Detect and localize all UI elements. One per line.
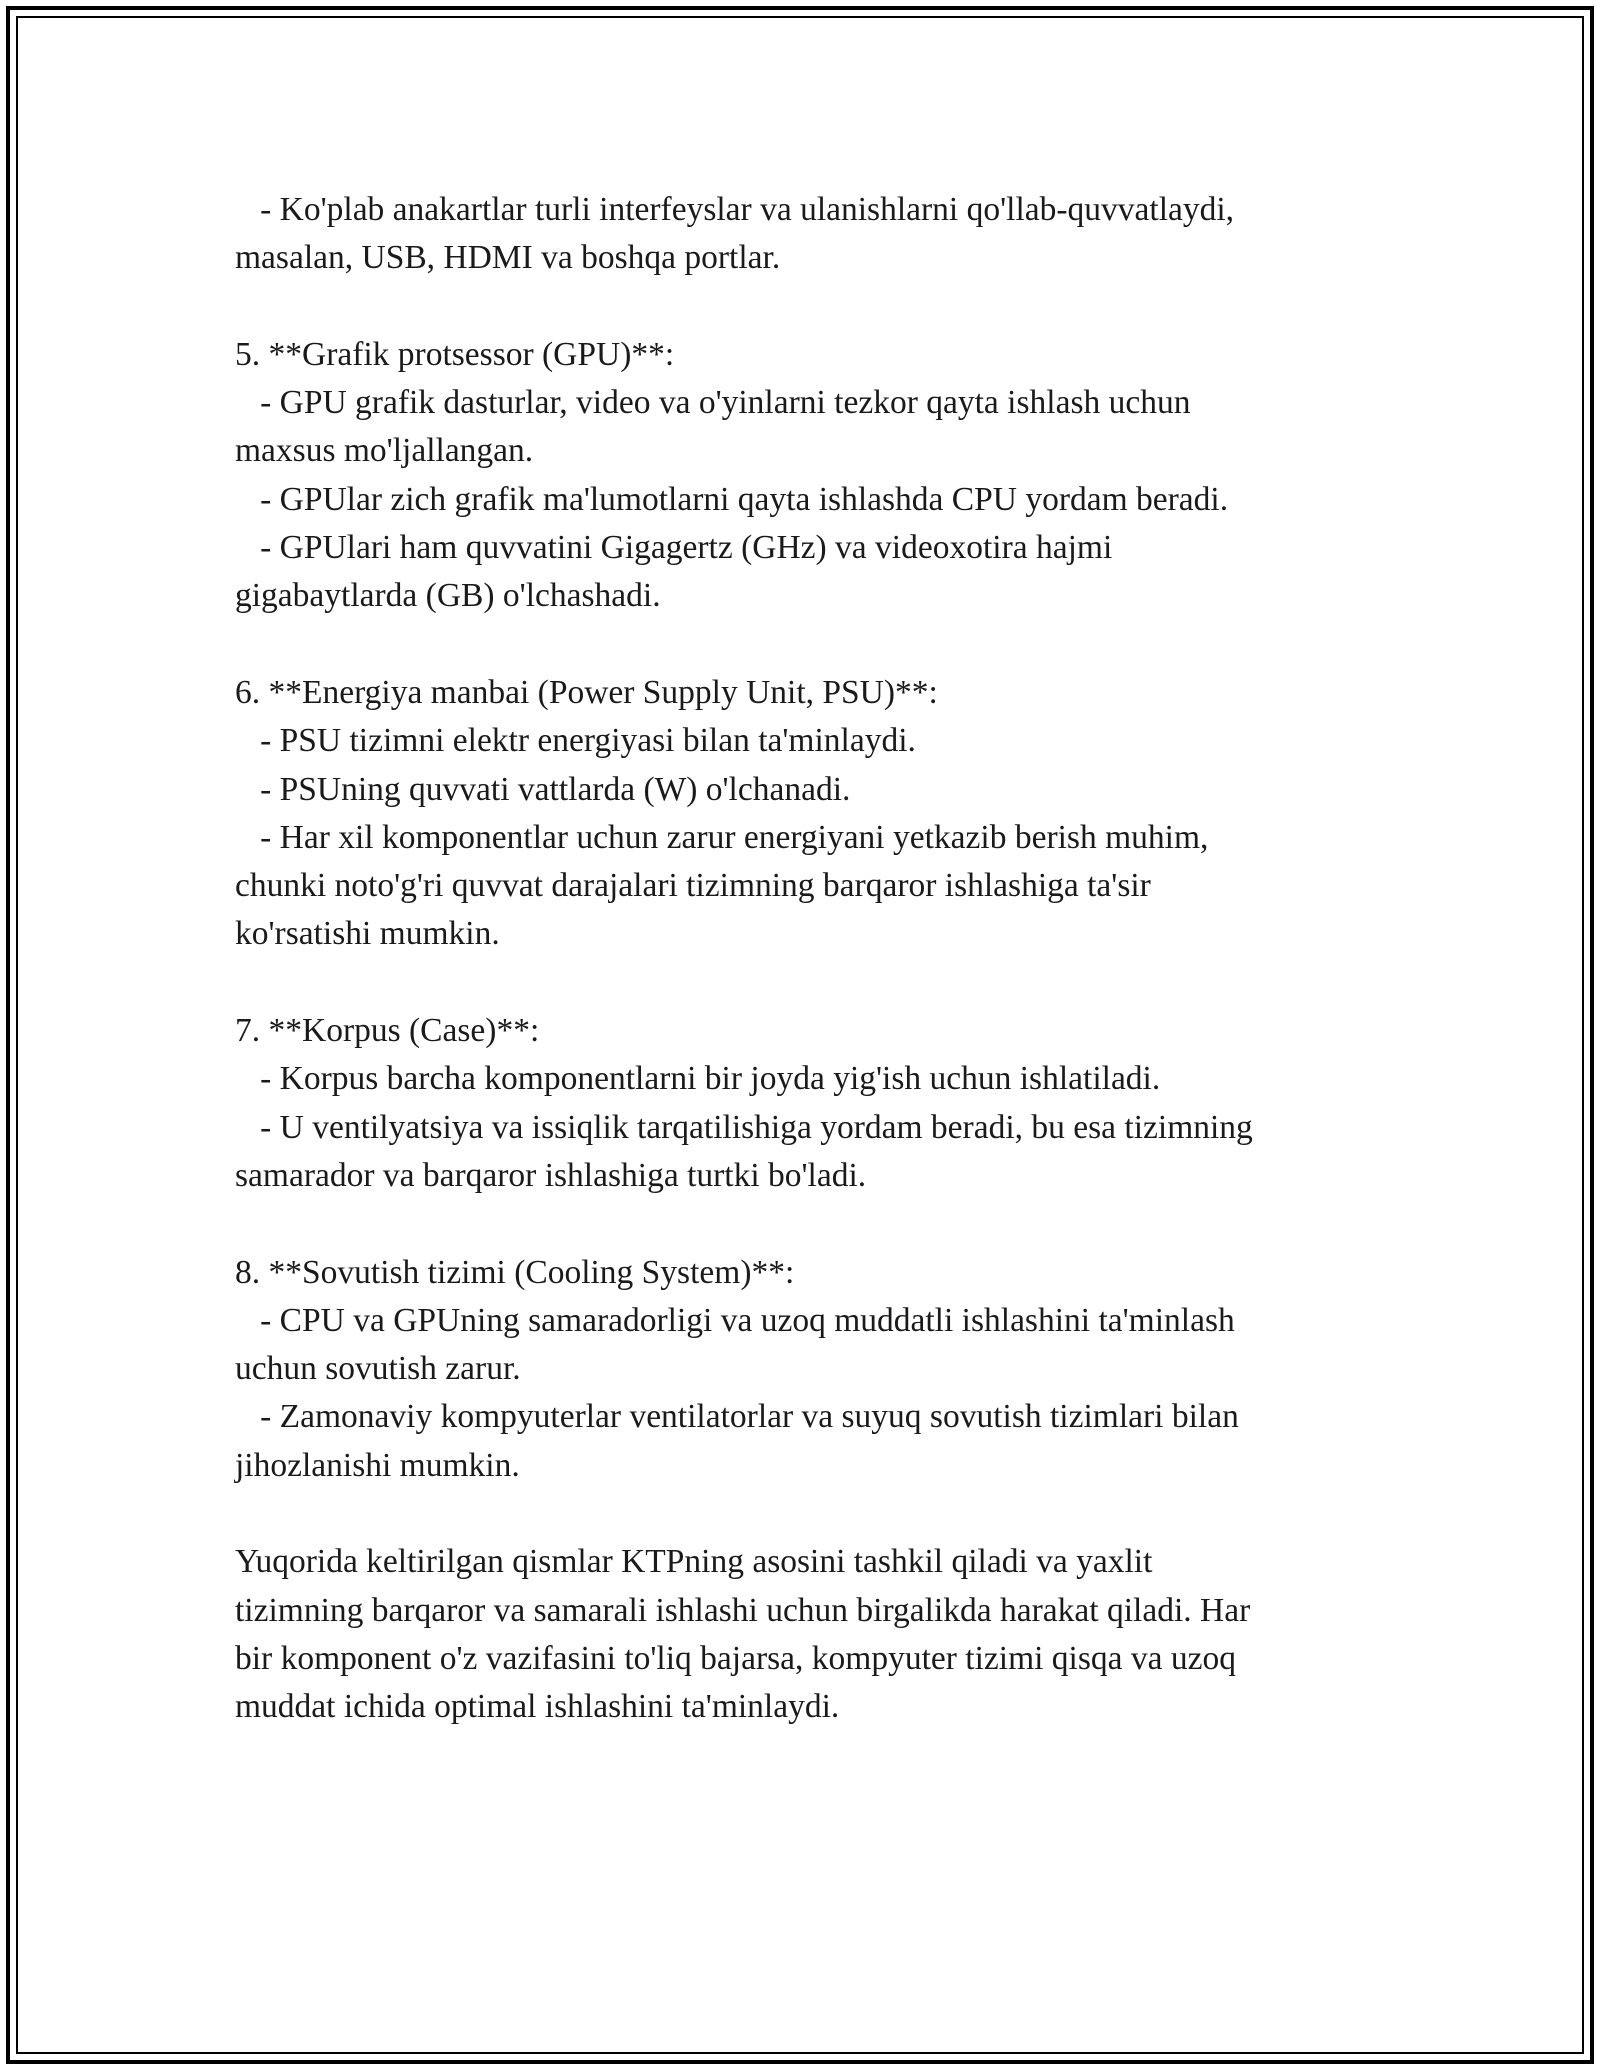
section-line: maxsus mo'ljallangan. [235, 432, 534, 470]
section-line: chunki noto'g'ri quvvat darajalari tizimning barqaror ishlashiga ta'sir [235, 867, 1151, 905]
paragraph-gap [235, 283, 1355, 331]
section-line: - Zamonaviy kompyuterlar ventilatorlar va suyuq sovutish tizimlari bilan [235, 1398, 1239, 1436]
paragraph-gap [235, 621, 1355, 669]
conclusion-line: tizimning barqaror va samarali ishlashi uchun birgalikda harakat qiladi. Har [235, 1591, 1251, 1629]
section-line: - GPUlar zich grafik ma'lumotlarni qayta ishlashda CPU yordam beradi. [235, 480, 1229, 518]
section-psu [235, 669, 1355, 959]
document-body [235, 186, 1355, 1732]
conclusion-paragraph [235, 1538, 1355, 1731]
section-line: ko'rsatishi mumkin. [235, 915, 500, 953]
conclusion-line: bir komponent o'z vazifasini to'liq bajarsa, kompyuter tizimi qisqa va uzoq [235, 1639, 1237, 1677]
section-line: gigabaytlarda (GB) o'lchashadi. [235, 577, 661, 615]
section-line: - Har xil komponentlar uchun zarur energiyani yetkazib berish muhim, [235, 818, 1209, 856]
section-line: - Korpus barcha komponentlarni bir joyda yig'ish uchun ishlatiladi. [235, 1060, 1161, 1098]
section-line: - PSU tizimni elektr energiyasi bilan ta'minlaydi. [235, 722, 916, 760]
section-gpu [235, 331, 1355, 621]
section-heading: 8. **Sovutish tizimi (Cooling System)**: [235, 1253, 795, 1291]
paragraph-gap [235, 959, 1355, 1007]
section-heading: 7. **Korpus (Case)**: [235, 1012, 540, 1050]
section-heading: 5. **Grafik protsessor (GPU)**: [235, 335, 675, 373]
intro-bullet-line: masalan, USB, HDMI va boshqa portlar. [235, 239, 781, 277]
section-line: - GPUlari ham quvvatini Gigagertz (GHz) va videoxotira hajmi [235, 529, 1113, 567]
conclusion-line: muddat ichida optimal ishlashini ta'minlaydi. [235, 1688, 840, 1726]
section-line: uchun sovutish zarur. [235, 1350, 521, 1388]
conclusion-line: Yuqorida keltirilgan qismlar KTPning asosini tashkil qiladi va yaxlit [235, 1543, 1153, 1581]
section-case [235, 1007, 1355, 1200]
section-line: jihozlanishi mumkin. [235, 1446, 520, 1484]
section-line: - PSUning quvvati vattlarda (W) o'lchanadi. [235, 770, 851, 808]
section-line: - GPU grafik dasturlar, video va o'yinlarni tezkor qayta ishlash uchun [235, 384, 1191, 422]
paragraph-gap [235, 1490, 1355, 1538]
intro-bullet-line: - Ko'plab anakartlar turli interfeyslar va ulanishlarni qo'llab-quvvatlaydi, [235, 191, 1235, 228]
paragraph-gap [235, 1200, 1355, 1248]
section-heading: 6. **Energiya manbai (Power Supply Unit, PSU)**: [235, 673, 938, 711]
section-line: samarador va barqaror ishlashiga turtki bo'ladi. [235, 1156, 867, 1194]
section-line: - CPU va GPUning samaradorligi va uzoq muddatli ishlashini ta'minlash [235, 1301, 1235, 1339]
section-cooling [235, 1249, 1355, 1490]
section-line: - U ventilyatsiya va issiqlik tarqatilishiga yordam beradi, bu esa tizimning [235, 1108, 1253, 1146]
